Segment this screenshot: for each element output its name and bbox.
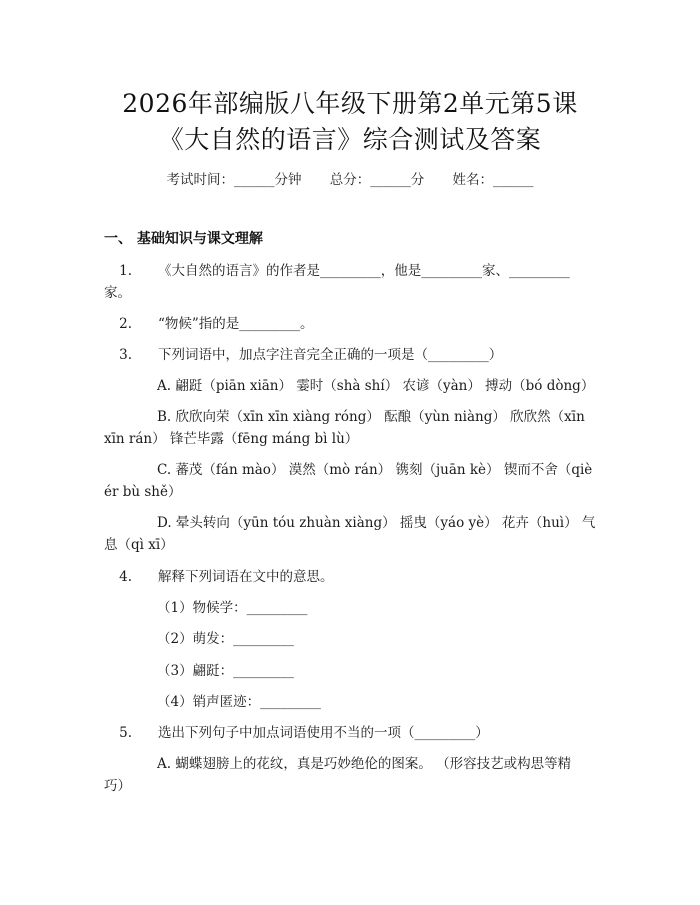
question-number: 2. bbox=[119, 316, 132, 332]
term-item-2: （2）萌发：_________ bbox=[157, 631, 294, 647]
question-number: 4. bbox=[119, 569, 132, 585]
question-1-continued: 家。 bbox=[104, 285, 131, 301]
question-text: 选出下列句子中加点词语使用不当的一项（_________） bbox=[158, 725, 489, 741]
term-item-1: （1）物候学：_________ bbox=[157, 600, 308, 616]
question-number: 3. bbox=[119, 347, 132, 363]
question-text: 《大自然的语言》的作者是_________，他是_________家、_________ bbox=[158, 263, 570, 279]
question-number: 5. bbox=[119, 725, 132, 741]
question-text: 下列词语中，加点字注音完全正确的一项是（_________） bbox=[158, 347, 503, 363]
question-text: 解释下列词语在文中的意思。 bbox=[158, 569, 334, 585]
option-a: A. 翩跹（piān xiān） 霎时（shà shí） 农谚（yàn） 搏动（bó dòng） bbox=[157, 378, 595, 394]
question-3 bbox=[104, 344, 502, 366]
option-b-continued: xīn rán） 锋芒毕露（fēng máng bì lù） bbox=[104, 431, 359, 447]
document-title-line1: 2026年部编版八年级下册第2单元第5课 bbox=[122, 89, 578, 118]
term-item-4: （4）销声匿迹：_________ bbox=[157, 694, 321, 710]
exam-info bbox=[0, 168, 700, 188]
student-name-field: 姓名：______ bbox=[452, 172, 534, 188]
section-heading: 一、 基础知识与课文理解 bbox=[104, 231, 263, 247]
option-a: A. 蝴蝶翅膀上的花纹，真是巧妙绝伦的图案。 （形容技艺或构思等精 bbox=[157, 756, 572, 772]
option-b: B. 欣欣向荣（xīn xīn xiàng róng） 酝酿（yùn niàng） 欣欣然（xīn bbox=[157, 409, 585, 425]
option-a-continued: 巧） bbox=[104, 778, 131, 794]
exam-time-field: 考试时间：______分钟 bbox=[166, 172, 302, 188]
option-d: D. 晕头转向（yūn tóu zhuàn xiàng） 摇曳（yáo yè） 花卉（huì） 气 bbox=[157, 515, 596, 531]
document-title-line2: 《大自然的语言》综合测试及答案 bbox=[158, 125, 542, 154]
option-c: C. 蕃茂（fán mào） 漠然（mò rán） 镌刻（juān kè） 锲而不舍（qiè bbox=[157, 462, 593, 478]
option-d-continued: 息（qì xī） bbox=[104, 537, 174, 553]
question-1 bbox=[104, 260, 570, 282]
question-4 bbox=[104, 566, 334, 588]
exam-score-field: 总分：______分 bbox=[329, 172, 425, 188]
question-2 bbox=[104, 313, 314, 335]
question-text: “物候”指的是_________。 bbox=[158, 316, 314, 332]
question-5 bbox=[104, 722, 489, 744]
term-item-3: （3）翩跹：_________ bbox=[157, 663, 294, 679]
option-c-continued: ér bù shě） bbox=[104, 484, 182, 500]
question-number: 1. bbox=[119, 263, 132, 279]
